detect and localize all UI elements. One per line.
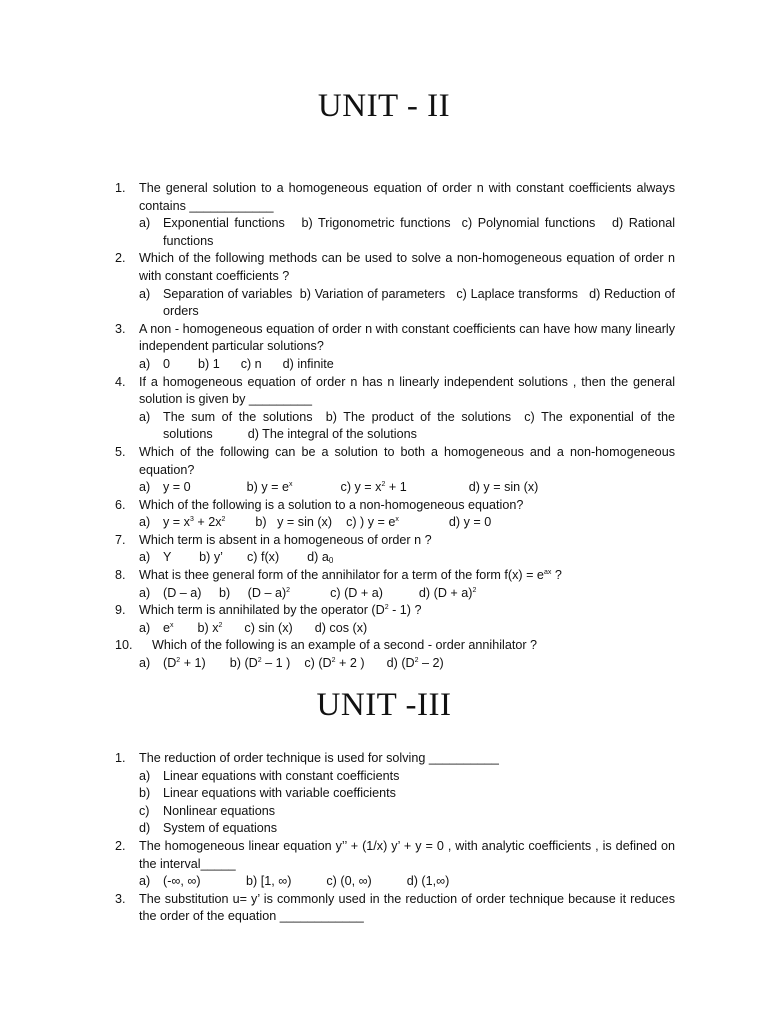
superscript: 2 (257, 657, 262, 665)
question-text: The homogeneous linear equation y’’ + (1/x) y’ + y = 0 , with analytic coefficients , is defined on the interval_____ (139, 838, 675, 871)
unit-2-title: UNIT - II (317, 88, 451, 124)
option-label: a) (139, 515, 151, 530)
option-label: a) (139, 409, 151, 424)
unit-3-title: UNIT -III (316, 687, 452, 723)
superscript: x (289, 481, 293, 489)
option-text (163, 655, 675, 673)
option-c: c) y = x (340, 480, 382, 495)
question-number: 10. (115, 638, 133, 653)
option-text: Separation of variables b) Variation of parameters c) Laplace transforms d) Reduction of orders (163, 286, 679, 319)
question-item (0, 180, 768, 250)
question-text-tail: ? (551, 568, 562, 583)
option-d: d) y = sin (x) (468, 480, 539, 495)
option-d-tail: – 2) (418, 656, 444, 671)
superscript: 2 (176, 657, 181, 665)
option-line (139, 215, 679, 250)
option-text (163, 549, 675, 567)
superscript: 2 (384, 604, 389, 612)
question-number: 5. (115, 444, 126, 459)
superscript: 2 (472, 586, 477, 594)
option-label: a) (139, 656, 151, 671)
option-c-tail: + 2 ) (335, 656, 365, 671)
option-d: d) cos (x) (314, 620, 368, 635)
option-text (163, 585, 675, 603)
option-label: a) (139, 874, 151, 889)
question-item (0, 602, 768, 637)
question-number: 7. (115, 532, 126, 547)
question-text-main: Which term is annihilated by the operator (D (139, 603, 385, 618)
option-line (139, 549, 675, 567)
unit-3-question-list (0, 750, 768, 926)
question-item (0, 532, 768, 567)
superscript: 2 (218, 621, 223, 629)
question-number: 9. (115, 603, 126, 618)
option-text-main: Y b) y’ c) f(x) d) a (163, 550, 329, 565)
option-label: a) (139, 550, 151, 565)
question-text: Which of the following can be a solution to both a homogeneous and a non-homogeneous equation? (139, 444, 675, 477)
option-b: b) x (197, 620, 219, 635)
option-b: b) (D (229, 656, 258, 671)
question-text: The reduction of order technique is used for solving __________ (139, 751, 499, 765)
option-text: The sum of the solutions b) The product of the solutions c) The exponential of the solutions d) The integral of the solutions (163, 409, 679, 442)
option-line (139, 620, 675, 638)
question-item (0, 250, 768, 320)
option-line (139, 785, 675, 803)
option-line (139, 514, 675, 532)
option-line (139, 873, 675, 891)
option-text: 0 b) 1 c) n d) infinite (163, 356, 334, 371)
question-text: A non - homogeneous equation of order n with constant coefficients can have how many linearly independent particular solutions? (139, 321, 675, 354)
option-text (163, 479, 675, 497)
superscript: 2 (286, 586, 291, 594)
option-c: c) ) y = e (346, 515, 396, 530)
option-label: a) (139, 480, 151, 495)
question-number: 2. (115, 251, 126, 266)
question-number: 1. (115, 751, 126, 765)
question-number: 6. (115, 497, 126, 512)
question-text: Which of the following is a solution to a non-homogeneous equation? (139, 497, 524, 512)
question-number: 2. (115, 838, 126, 853)
option-label: a) (139, 620, 151, 635)
option-c-tail: + 1 (385, 480, 407, 495)
option-label: d) (139, 821, 151, 836)
superscript: x (395, 516, 399, 524)
question-text-main: What is thee general form of the annihilator for a term of the form f(x) = e (139, 568, 544, 583)
option-text: Linear equations with variable coefficients (163, 786, 396, 801)
option-text: Nonlinear equations (163, 803, 276, 818)
option-line (139, 803, 675, 821)
question-item (0, 891, 768, 926)
question-item (0, 444, 768, 497)
option-b-tail: – 1 ) (261, 656, 291, 671)
question-item (0, 637, 768, 672)
option-label: b) (139, 786, 151, 801)
option-line (139, 585, 675, 603)
option-text: Exponential functions b) Trigonometric functions c) Polynomial functions d) Rational functions (163, 216, 679, 248)
option-text: Linear equations with constant coefficients (163, 768, 400, 783)
subscript: 0 (328, 556, 334, 566)
question-number: 4. (115, 374, 126, 389)
superscript: 2 (221, 516, 226, 524)
option-line (139, 768, 675, 786)
option-line (139, 655, 675, 673)
superscript: 2 (414, 657, 419, 665)
question-text (139, 567, 675, 585)
option-text (163, 514, 675, 532)
option-c: c) (D (304, 656, 332, 671)
question-text: The general solution to a homogeneous equation of order n with constant coefficients always contains ____________ (139, 181, 675, 213)
option-line (139, 479, 675, 497)
option-a: y = 0 (163, 480, 191, 495)
option-label: a) (139, 356, 151, 371)
question-text-tail: - 1) ? (388, 603, 422, 618)
option-a-tail: + 1) (180, 656, 206, 671)
unit-2-question-list (0, 180, 768, 673)
option-ab: (D – a) b) (D – a) (163, 585, 287, 600)
question-text (139, 602, 675, 620)
option-a: (D (163, 656, 177, 671)
question-item (0, 497, 768, 532)
superscript: 2 (331, 657, 336, 665)
option-d: d) (D (386, 656, 415, 671)
question-item (0, 374, 768, 444)
option-text (163, 620, 675, 638)
option-line (139, 356, 675, 374)
option-a-tail: + 2x (193, 515, 222, 530)
option-c: c) sin (x) (244, 620, 293, 635)
option-a: e (163, 620, 171, 635)
question-number: 3. (115, 321, 126, 336)
option-d: d) (D + a) (418, 585, 473, 600)
option-label: a) (139, 585, 151, 600)
option-c: c) (D + a) (330, 585, 383, 600)
option-text: (-∞, ∞) b) [1, ∞) c) (0, ∞) d) (1,∞) (163, 874, 450, 889)
option-b: b) y = sin (x) (255, 515, 333, 530)
option-d: d) y = 0 (448, 515, 492, 530)
question-number: 3. (115, 891, 126, 906)
question-text: Which term is absent in a homogeneous of order n ? (139, 532, 432, 547)
question-item (0, 321, 768, 374)
option-label: a) (139, 768, 151, 783)
question-number: 1. (115, 181, 126, 195)
superscript: ax (543, 569, 552, 577)
superscript: 2 (381, 481, 386, 489)
question-text: The substitution u= y’ is commonly used in the reduction of order technique because it reduces the order of the equation ____________ (139, 891, 675, 924)
question-text: Which of the following is an example of a second - order annihilator ? (152, 638, 538, 653)
option-label: a) (139, 286, 151, 301)
option-a: y = x (163, 515, 190, 530)
question-number: 8. (115, 568, 126, 583)
option-label: a) (139, 216, 151, 231)
option-line (139, 286, 679, 321)
superscript: 3 (189, 516, 194, 524)
superscript: x (170, 621, 174, 629)
question-text: If a homogeneous equation of order n has n linearly independent solutions , then the general solution is given by _________ (139, 374, 675, 407)
option-line (139, 409, 679, 444)
question-item (0, 567, 768, 602)
option-label: c) (139, 803, 150, 818)
option-b: b) y = e (246, 480, 290, 495)
question-item (0, 750, 768, 838)
option-text: System of equations (163, 821, 278, 836)
option-line (139, 820, 675, 838)
question-item (0, 838, 768, 891)
question-text: Which of the following methods can be used to solve a non-homogeneous equation of order n with constant coefficients ? (139, 251, 675, 283)
